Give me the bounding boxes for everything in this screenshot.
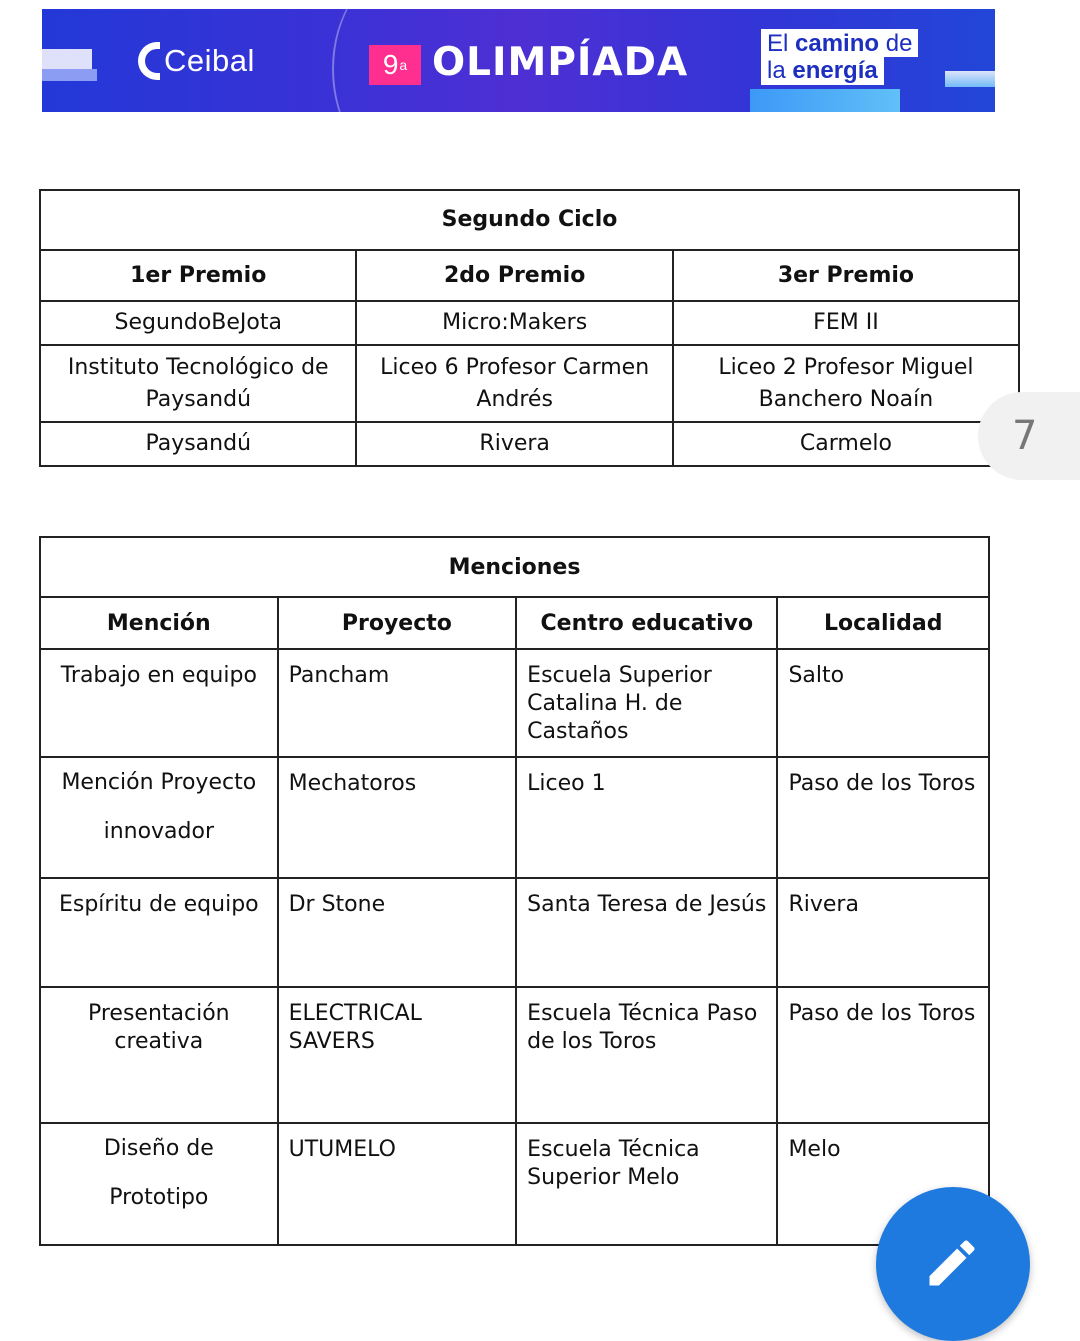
table-cell: Escuela Superior Catalina H. de Castaños — [516, 649, 777, 757]
edit-fab-button[interactable] — [876, 1187, 1030, 1341]
column-header: 3er Premio — [673, 250, 1019, 301]
ceibal-logo-icon — [138, 42, 160, 80]
tagline-line-1 — [761, 29, 918, 57]
tagline-line-2 — [761, 57, 884, 85]
table-row — [40, 301, 1019, 345]
table-cell: SegundoBeJota — [40, 301, 356, 345]
event-tagline — [761, 29, 932, 93]
brand-name: Ceibal — [164, 43, 255, 78]
table-cell: Pancham — [278, 649, 517, 757]
table-cell: Mechatoros — [278, 757, 517, 878]
table-cell: Mención Proyecto innovador — [40, 757, 278, 878]
column-header: Centro educativo — [516, 597, 777, 649]
event-title: OLIMPÍADA — [432, 40, 689, 85]
table-title: Segundo Ciclo — [40, 190, 1019, 250]
table-row — [40, 345, 1019, 422]
banner-decoration — [42, 69, 97, 81]
table-cell: Salto — [777, 649, 989, 757]
column-header: Localidad — [777, 597, 989, 649]
table-cell: Rivera — [777, 878, 989, 987]
table-cell: Rivera — [356, 422, 672, 466]
table-cell: Escuela Técnica Paso de los Toros — [516, 987, 777, 1123]
banner-decoration — [945, 71, 995, 87]
page-number-badge — [978, 392, 1080, 480]
table-cell: Micro:Makers — [356, 301, 672, 345]
table-cell: ELECTRICAL SAVERS — [278, 987, 517, 1123]
banner-decoration — [42, 49, 92, 69]
ceibal-logo — [138, 39, 255, 83]
ordinal-number: 9 — [382, 49, 399, 80]
table-cell: Paso de los Toros — [777, 757, 989, 878]
tagline-bold: camino — [795, 30, 880, 57]
tagline-text: El — [767, 30, 796, 57]
table-cell: Paso de los Toros — [777, 987, 989, 1123]
table-cell: Liceo 1 — [516, 757, 777, 878]
table-cell: Trabajo en equipo — [40, 649, 278, 757]
table-cell: Santa Teresa de Jesús — [516, 878, 777, 987]
table-row — [40, 757, 989, 878]
event-banner — [42, 9, 995, 112]
column-header: Proyecto — [278, 597, 517, 649]
table-row — [40, 422, 1019, 466]
tagline-text: la — [767, 57, 793, 84]
segundo-ciclo-table — [39, 189, 1020, 467]
menciones-table — [39, 536, 990, 1246]
table-cell: FEM II — [673, 301, 1019, 345]
table-cell: Liceo 2 Profesor Miguel Banchero Noaín — [673, 345, 1019, 422]
ordinal-suffix: a — [399, 57, 408, 73]
page-number: 7 — [1012, 413, 1038, 459]
table-cell: Diseño de Prototipo — [40, 1123, 278, 1245]
column-header: Mención — [40, 597, 278, 649]
table-title: Menciones — [40, 537, 989, 597]
edition-ordinal — [369, 45, 421, 85]
column-header: 1er Premio — [40, 250, 356, 301]
table-cell: Presentación creativa — [40, 987, 278, 1123]
pencil-edit-icon — [922, 1233, 982, 1293]
column-header: 2do Premio — [356, 250, 672, 301]
table-cell: Instituto Tecnológico de Paysandú — [40, 345, 356, 422]
table-cell: Espíritu de equipo — [40, 878, 278, 987]
table-cell: Melo — [777, 1123, 989, 1245]
table-cell: Liceo 6 Profesor Carmen Andrés — [356, 345, 672, 422]
table-row — [40, 1123, 989, 1245]
tagline-bold: energía — [792, 57, 878, 84]
tagline-text: de — [879, 30, 913, 57]
table-row — [40, 878, 989, 987]
table-cell: UTUMELO — [278, 1123, 517, 1245]
table-cell: Paysandú — [40, 422, 356, 466]
table-cell: Carmelo — [673, 422, 1019, 466]
table-row — [40, 987, 989, 1123]
table-cell: Dr Stone — [278, 878, 517, 987]
table-cell: Escuela Técnica Superior Melo — [516, 1123, 777, 1245]
table-row — [40, 649, 989, 757]
